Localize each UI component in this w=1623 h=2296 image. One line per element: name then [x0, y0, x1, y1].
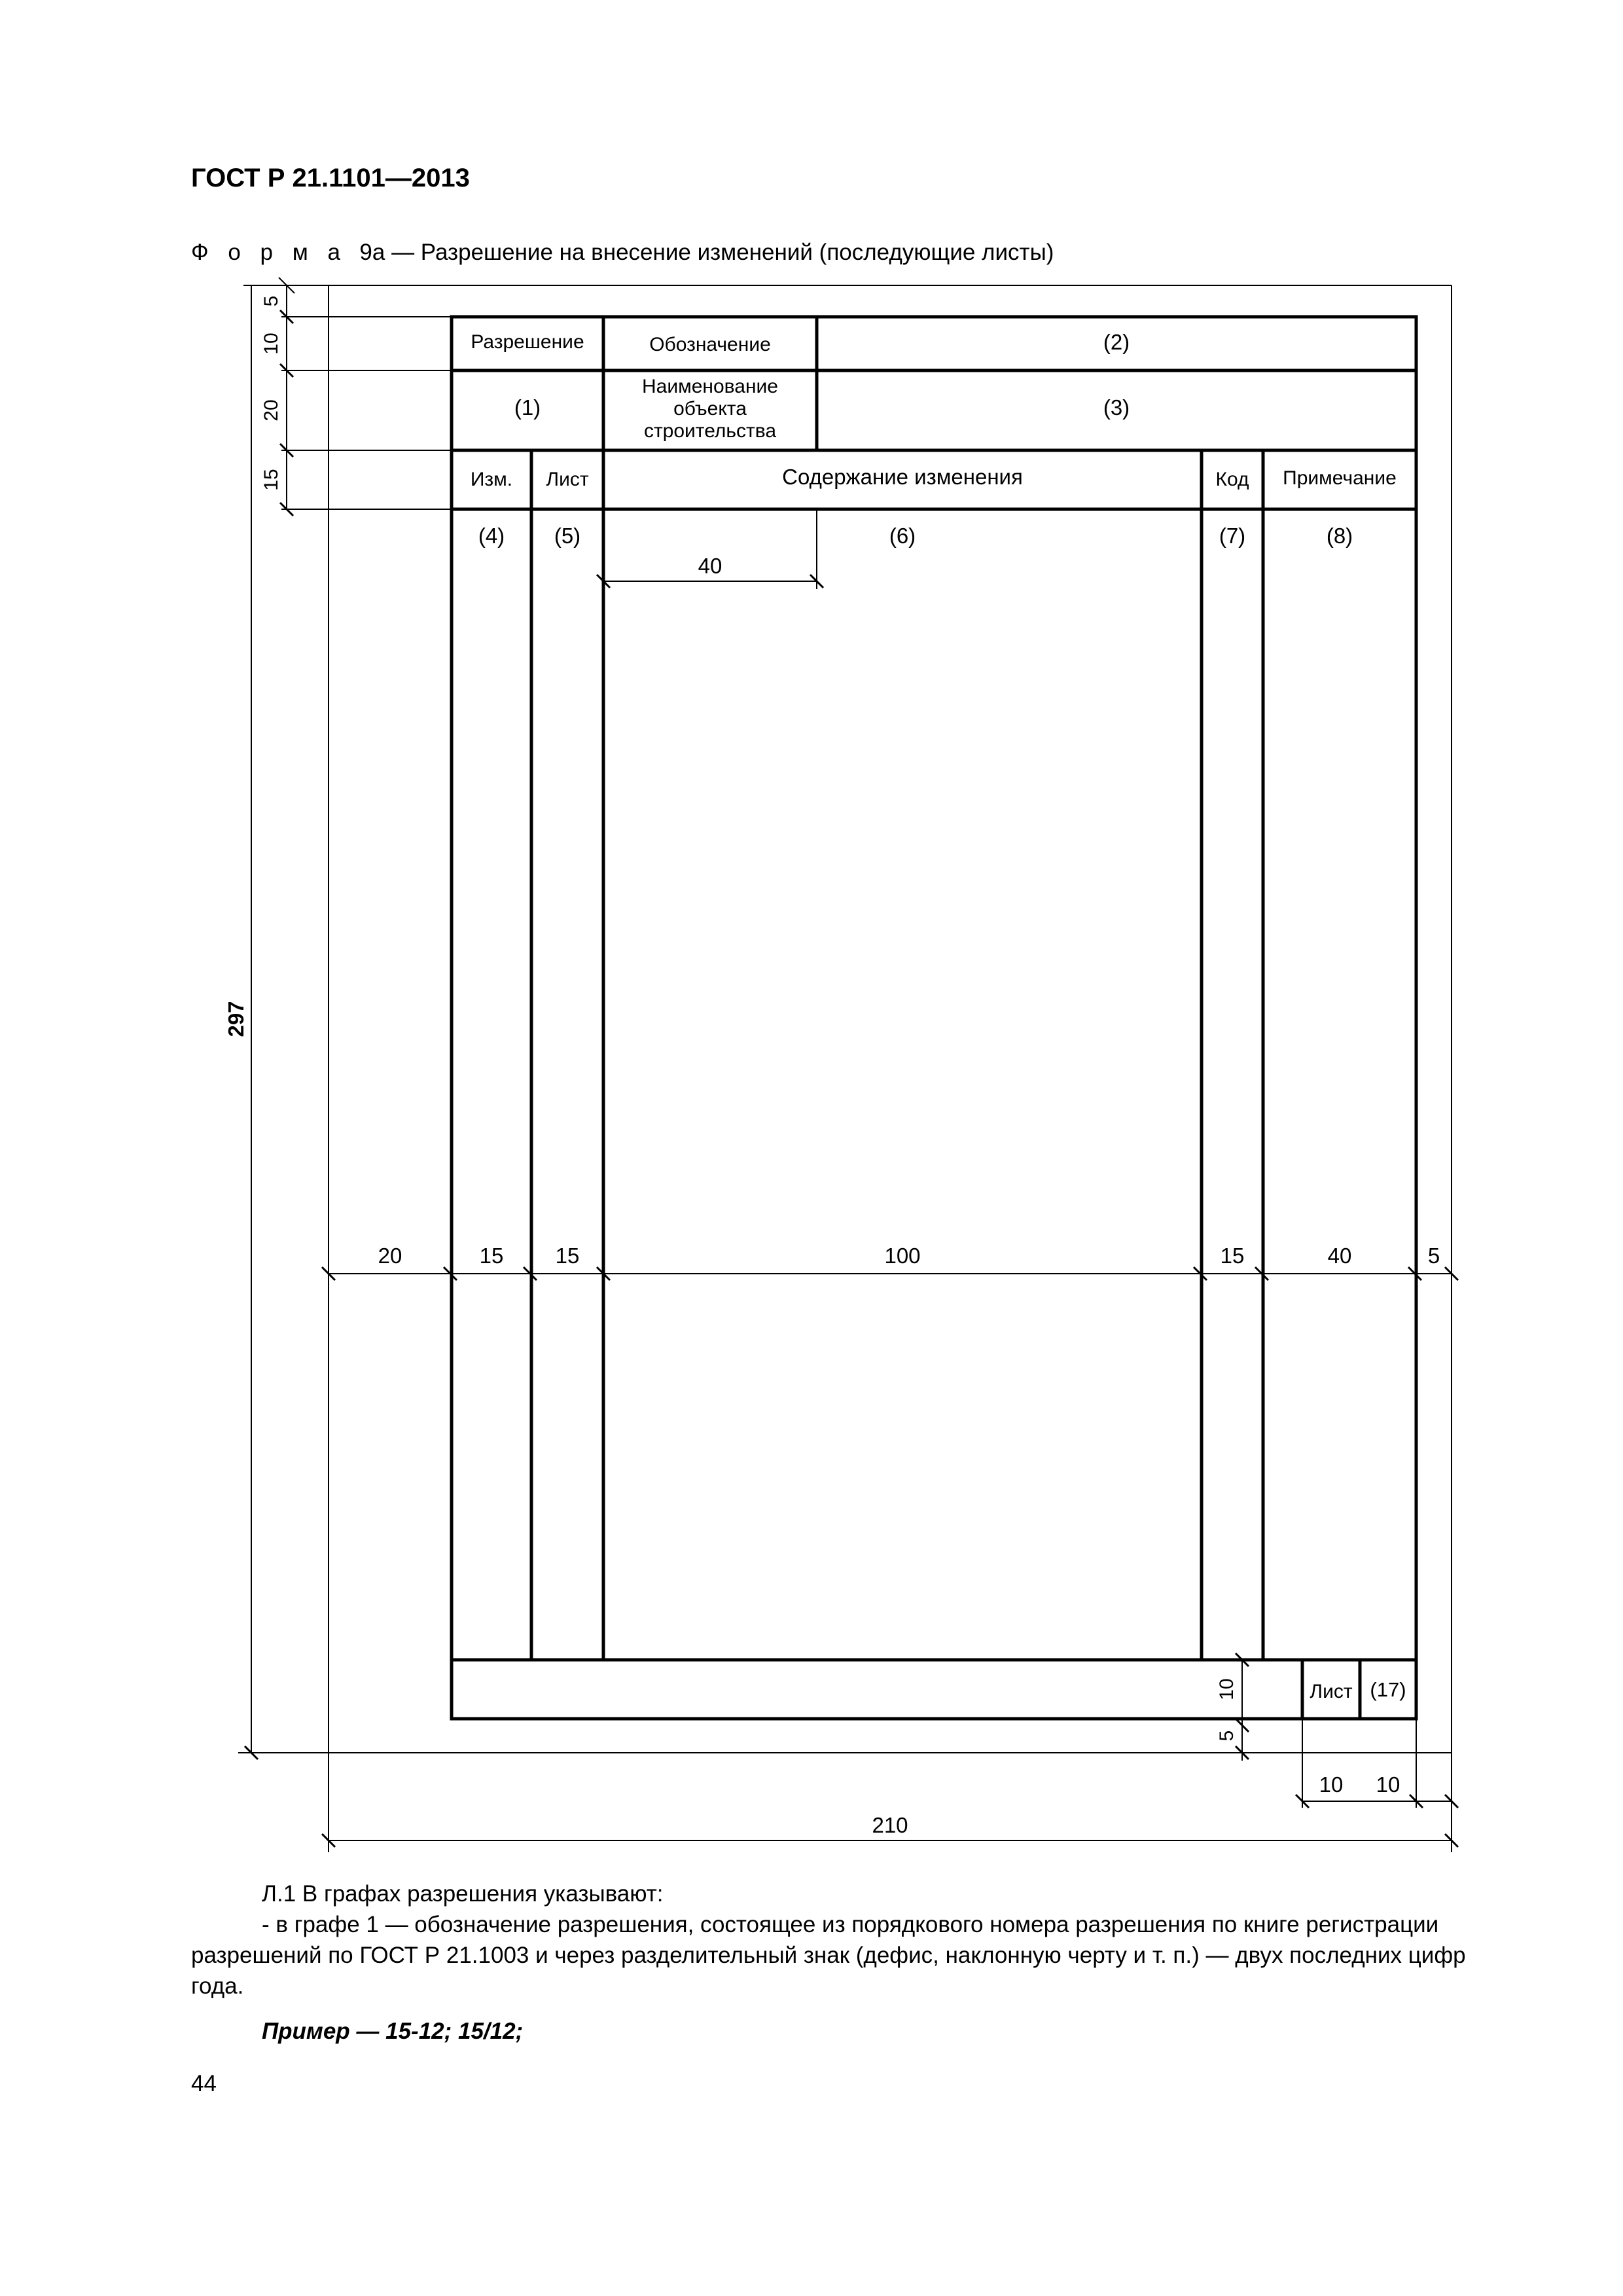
dim-left-15: 15 — [260, 469, 282, 491]
note-paragraph-1: Л.1 В графах разрешения указывают: — [262, 1881, 664, 1907]
dim-w-20: 20 — [378, 1244, 402, 1268]
col-content-header: Содержание изменения — [782, 465, 1023, 489]
cell-2: (2) — [1103, 330, 1130, 354]
form-label: Ф о р м а — [191, 240, 347, 265]
col-izm-header: Изм. — [470, 469, 513, 490]
dim-bottom-10b: 10 — [1376, 1772, 1400, 1797]
cell-1: (1) — [514, 395, 541, 420]
sheet-label: Лист — [1310, 1681, 1353, 1702]
cell-4: (4) — [478, 524, 505, 548]
document-header: ГОСТ Р 21.1101—2013 — [191, 164, 470, 192]
dim-w-15a: 15 — [479, 1244, 504, 1268]
object-name-label-1: Наименование — [642, 376, 778, 397]
dim-height-297: 297 — [224, 1001, 248, 1037]
notes-block — [191, 1878, 1493, 2047]
example-line: Пример — 15-12; 15/12; — [262, 2018, 524, 2044]
designation-label: Обозначение — [649, 334, 771, 355]
dim-w-5: 5 — [1427, 1244, 1440, 1268]
cell-17: (17) — [1370, 1678, 1406, 1701]
cell-7: (7) — [1219, 524, 1246, 548]
cell-5: (5) — [554, 524, 581, 548]
dim-footer-10: 10 — [1216, 1678, 1238, 1700]
object-name-label-3: строительства — [643, 420, 777, 442]
dim-inner-40: 40 — [698, 554, 722, 578]
dim-left-20: 20 — [260, 399, 282, 422]
col-note-header: Примечание — [1283, 467, 1397, 489]
cell-3: (3) — [1103, 395, 1130, 420]
cell-6: (6) — [889, 524, 916, 548]
dim-footer-5: 5 — [1216, 1730, 1238, 1742]
dim-w-100: 100 — [884, 1244, 921, 1268]
note-paragraph-2: - в графе 1 — обозначение разрешения, состоящее из порядкового номера разрешения по книге регистрации разрешений по ГОСТ Р 21.1003 и через разделительный знак (дефис, наклонную черту и т. п.) — двух последних цифр года. — [191, 1912, 1466, 1999]
dim-w-15b: 15 — [555, 1244, 580, 1268]
col-list-header: Лист — [546, 469, 589, 490]
dim-w-40: 40 — [1327, 1244, 1352, 1268]
object-name-label-2: объекта — [673, 398, 747, 420]
page-number: 44 — [191, 2071, 217, 2096]
dim-w-15c: 15 — [1220, 1244, 1245, 1268]
col-kod-header: Код — [1215, 469, 1249, 490]
cell-8: (8) — [1326, 524, 1353, 548]
dim-left-10: 10 — [260, 332, 282, 355]
permission-label: Разрешение — [471, 331, 584, 353]
dim-width-210: 210 — [872, 1813, 908, 1837]
dim-bottom-10a: 10 — [1319, 1772, 1344, 1797]
form-title: 9а — Разрешение на внесение изменений (последующие листы) — [359, 240, 1054, 265]
dim-left-5: 5 — [260, 295, 282, 307]
